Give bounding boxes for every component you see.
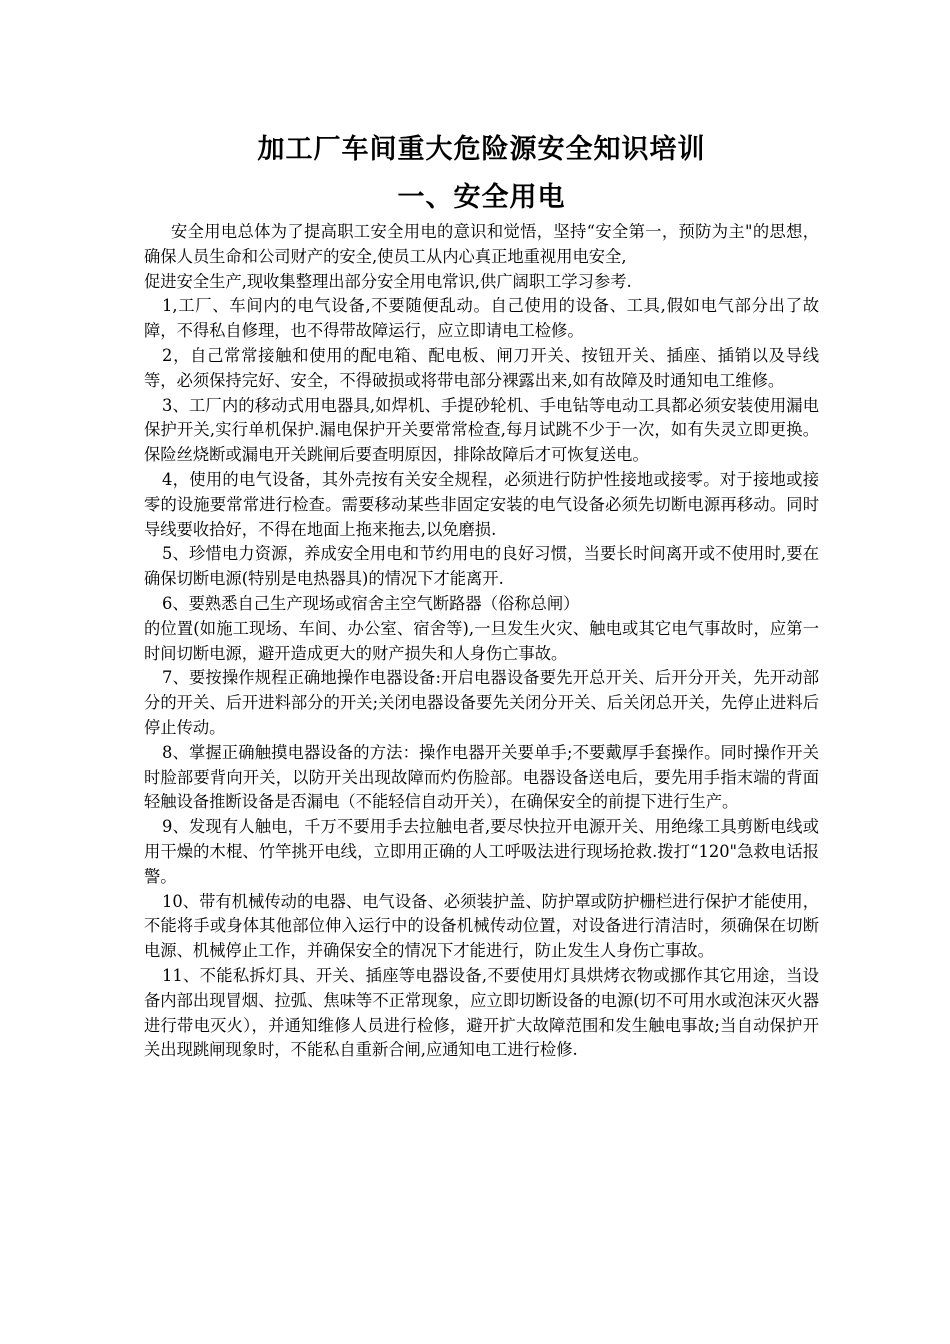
rule-item-7: 7、要按操作规程正确地操作电器设备:开启电器设备要先开总开关、后开分开关，先开动部分的开关、后开进料部分的开关;关闭电器设备要先关闭分开关、后关闭总开关，先停止进料后停止传动。 [144,668,819,737]
document-title: 加工厂车间重大危险源安全知识培训 [257,134,706,165]
document-body [144,220,819,1063]
rule-item-1: 1,工厂、车间内的电气设备,不要随便乱动。自己使用的设备、工具,假如电气部分出了故障，不得私自修理，也不得带故障运行，应立即请电工检修。 [144,296,819,341]
rule-item-4: 4，使用的电气设备，其外壳按有关安全规程，必须进行防护性接地或接零。对于接地或接零的设施要常常进行检查。需要移动某些非固定安装的电气设备必须先切断电源再移动。同时导线要收拾好，不得在地面上拖来拖去,以免磨损. [144,469,819,539]
document-page [144,128,819,1063]
rule-item-11: 11、不能私拆灯具、开关、插座等电器设备,不要使用灯具烘烤衣物或挪作其它用途，当设备内部出现冒烟、拉弧、焦味等不正常现象，应立即切断设备的电源(切不可用水或泡沫灭火器进行带电灭火），并通知维修人员进行检修，避开扩大故障范围和发生触电事故;当自动保护开关出现跳闸现象时，不能私自重新合闸,应通知电工进行检修. [144,965,819,1060]
rule-item-3: 3、工厂内的移动式用电器具,如焊机、手提砂轮机、手电钻等电动工具都必须安装使用漏电保护开关,实行单机保护.漏电保护开关要常常检查,每月试跳不少于一次，如有失灵立即更换。保险丝烧断或漏电开关跳闸后要查明原因，排除故障后才可恢复送电。 [144,395,819,465]
intro-paragraph: 促进安全生产,现收集整理出部分安全用电常识,供广阔职工学习参考. [144,271,632,291]
rule-item-6: 6、要熟悉自己生产现场或宿舍主空气断路器（俗称总闸） [162,593,580,613]
rule-item-8: 8、掌握正确触摸电器设备的方法：操作电器开关要单手;不要戴厚手套操作。同时操作开关时脸部要背向开关，以防开关出现故障而灼伤脸部。电器设备送电后，要先用手指末端的背面轻触设备推断设备是否漏电（不能轻信自动开关），在确保安全的前提下进行生产。 [144,742,819,812]
rule-item-5: 5、珍惜电力资源，养成安全用电和节约用电的良好习惯，当要长时间离开或不使用时,要在确保切断电源(特别是电热器具)的情况下才能离开. [144,544,819,589]
section-title: 一、安全用电 [397,182,566,213]
intro-paragraph: 安全用电总体为了提高职工安全用电的意识和觉悟，坚持“安全第一，预防为主"的思想，确保人员生命和公司财产的安全,使员工从内心真正地重视用电安全, [144,222,819,266]
rule-item-10: 10、带有机械传动的电器、电气设备、必须装护盖、防护罩或防护栅栏进行保护才能使用，不能将手或身体其他部位伸入运行中的设备机械传动位置，对设备进行清洁时，须确保在切断电源、机械停止工作，并确保安全的情况下才能进行，防止发生人身伤亡事故。 [144,891,819,961]
rule-item-9: 9、发现有人触电，千万不要用手去拉触电者,要尽快拉开电源开关、用绝缘工具剪断电线或用干燥的木棍、竹竿挑开电线，立即用正确的人工呼吸法进行现场抢救.拨打“120"急救电话报警。 [144,817,819,886]
rule-item-6-continuation: 的位置(如施工现场、车间、办公室、宿舍等),一旦发生火灾、触电或其它电气事故时，应第一时间切断电源，避开造成更大的财产损失和人身伤亡事故。 [144,618,819,663]
rule-item-2: 2，自己常常接触和使用的配电箱、配电板、闸刀开关、按钮开关、插座、插销以及导线等，必须保持完好、安全，不得破损或将带电部分裸露出来,如有故障及时通知电工维修。 [144,345,819,390]
